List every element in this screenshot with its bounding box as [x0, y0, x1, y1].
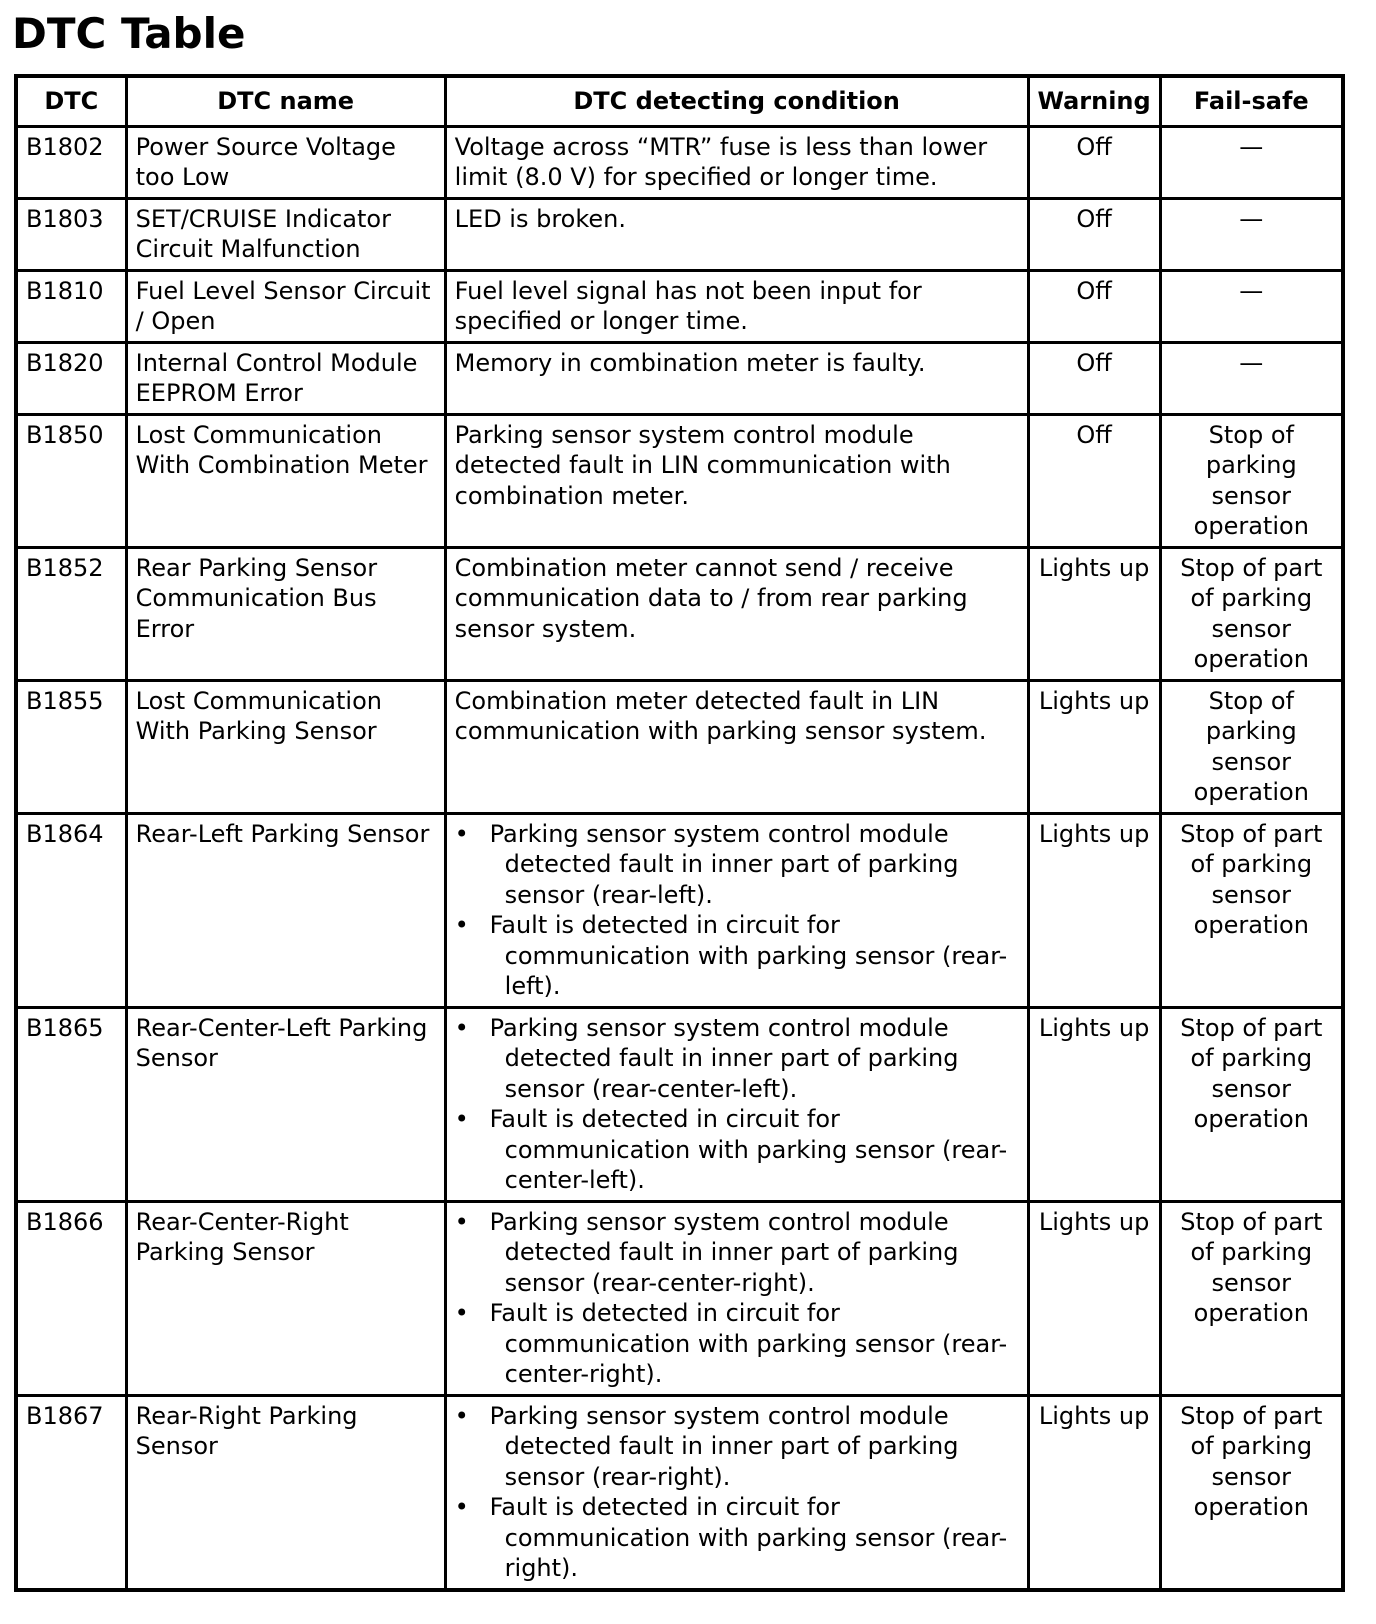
dtc-code: B1852	[16, 547, 126, 680]
detecting-condition	[445, 813, 1028, 1007]
dtc-code: B1820	[16, 342, 126, 414]
fail-safe-value: Stop of parking sensor operation	[1160, 414, 1343, 547]
warning-value: Off	[1028, 126, 1160, 198]
table-row	[16, 342, 1343, 414]
warning-value: Off	[1028, 198, 1160, 270]
warning-value: Lights up	[1028, 1007, 1160, 1201]
table-row	[16, 414, 1343, 547]
dtc-name: Lost Communication With Parking Sensor	[126, 680, 445, 813]
fail-safe-value: Stop of part of parking sensor operation	[1160, 813, 1343, 1007]
bullet-icon: •	[454, 1013, 469, 1042]
warning-value: Lights up	[1028, 1201, 1160, 1395]
warning-value: Lights up	[1028, 813, 1160, 1007]
dtc-name: Rear-Center-Left Parking Sensor	[126, 1007, 445, 1201]
header-dtc: DTC	[16, 76, 126, 126]
table-row	[16, 547, 1343, 680]
detecting-condition: LED is broken.	[445, 198, 1028, 270]
header-fail-safe: Fail-safe	[1160, 76, 1343, 126]
dtc-name: Rear-Right Parking Sensor	[126, 1395, 445, 1590]
header-detecting-condition: DTC detecting condition	[445, 76, 1028, 126]
list-item	[455, 1104, 1019, 1196]
table-row	[16, 198, 1343, 270]
condition-item-text: Parking sensor system control module detected fault in inner part of parking sensor (rear-left).	[489, 819, 959, 909]
fail-safe-value: Stop of part of parking sensor operation	[1160, 1395, 1343, 1590]
dtc-name: Power Source Voltage too Low	[126, 126, 445, 198]
bullet-icon: •	[454, 1299, 469, 1327]
fail-safe-value: Stop of parking sensor operation	[1160, 680, 1343, 813]
warning-value: Off	[1028, 270, 1160, 342]
detecting-condition: Memory in combination meter is faulty.	[445, 342, 1028, 414]
dtc-name: Rear-Left Parking Sensor	[126, 813, 445, 1007]
condition-list	[455, 1207, 1019, 1390]
header-row	[16, 76, 1343, 126]
dtc-code: B1865	[16, 1007, 126, 1201]
table-row	[16, 813, 1343, 1007]
warning-value: Lights up	[1028, 547, 1160, 680]
condition-item-text: Parking sensor system control module detected fault in inner part of parking sensor (rear-center-right).	[489, 1207, 959, 1297]
condition-item-text: Fault is detected in circuit for communication with parking sensor (rear-center-left).	[489, 1105, 1008, 1194]
table-row	[16, 126, 1343, 198]
detecting-condition: Voltage across “MTR” fuse is less than lower limit (8.0 V) for specified or longer time.	[445, 126, 1028, 198]
detecting-condition	[445, 1395, 1028, 1590]
dtc-code: B1850	[16, 414, 126, 547]
warning-value: Lights up	[1028, 1395, 1160, 1590]
header-dtc-name: DTC name	[126, 76, 445, 126]
bullet-icon: •	[454, 819, 469, 848]
dtc-name: Internal Control Module EEPROM Error	[126, 342, 445, 414]
list-item	[455, 1298, 1019, 1390]
dtc-code: B1810	[16, 270, 126, 342]
fail-safe-value: —	[1160, 126, 1343, 198]
detecting-condition: Combination meter detected fault in LIN communication with parking sensor system.	[445, 680, 1028, 813]
dtc-code: B1855	[16, 680, 126, 813]
list-item	[455, 819, 1019, 911]
fail-safe-value: —	[1160, 342, 1343, 414]
condition-list	[455, 1401, 1019, 1584]
detecting-condition	[445, 1201, 1028, 1395]
list-item	[455, 1401, 1019, 1493]
table-row	[16, 270, 1343, 342]
warning-value: Lights up	[1028, 680, 1160, 813]
dtc-table	[14, 74, 1345, 1592]
dtc-name: Lost Communication With Combination Meter	[126, 414, 445, 547]
list-item	[455, 1492, 1019, 1584]
condition-item-text: Parking sensor system control module detected fault in inner part of parking sensor (rear-right).	[489, 1401, 959, 1491]
list-item	[455, 910, 1019, 1002]
detecting-condition: Parking sensor system control module detected fault in LIN communication with combination meter.	[445, 414, 1028, 547]
fail-safe-value: Stop of part of parking sensor operation	[1160, 1007, 1343, 1201]
fail-safe-value: Stop of part of parking sensor operation	[1160, 547, 1343, 680]
table-row	[16, 1201, 1343, 1395]
dtc-code: B1802	[16, 126, 126, 198]
bullet-icon: •	[454, 1493, 469, 1521]
warning-value: Off	[1028, 342, 1160, 414]
warning-value: Off	[1028, 414, 1160, 547]
condition-item-text: Fault is detected in circuit for communication with parking sensor (rear-right).	[489, 1493, 1008, 1582]
bullet-icon: •	[454, 1401, 469, 1430]
dtc-name: SET/CRUISE Indicator Circuit Malfunction	[126, 198, 445, 270]
table-row	[16, 1395, 1343, 1590]
page-title: DTC Table	[12, 9, 246, 58]
dtc-name: Rear-Center-Right Parking Sensor	[126, 1201, 445, 1395]
condition-item-text: Fault is detected in circuit for communication with parking sensor (rear-center-right).	[489, 1299, 1008, 1388]
dtc-name: Fuel Level Sensor Circuit / Open	[126, 270, 445, 342]
bullet-icon: •	[454, 1207, 469, 1236]
dtc-code: B1867	[16, 1395, 126, 1590]
fail-safe-value: —	[1160, 198, 1343, 270]
detecting-condition: Combination meter cannot send / receive communication data to / from rear parking sensor system.	[445, 547, 1028, 680]
fail-safe-value: Stop of part of parking sensor operation	[1160, 1201, 1343, 1395]
dtc-code: B1864	[16, 813, 126, 1007]
bullet-icon: •	[454, 911, 469, 939]
table-row	[16, 1007, 1343, 1201]
dtc-code: B1866	[16, 1201, 126, 1395]
detecting-condition: Fuel level signal has not been input for specified or longer time.	[445, 270, 1028, 342]
list-item	[455, 1207, 1019, 1299]
condition-item-text: Fault is detected in circuit for communication with parking sensor (rear-left).	[489, 911, 1008, 1000]
dtc-code: B1803	[16, 198, 126, 270]
list-item	[455, 1013, 1019, 1105]
condition-item-text: Parking sensor system control module detected fault in inner part of parking sensor (rear-center-left).	[489, 1013, 959, 1103]
table-row	[16, 680, 1343, 813]
fail-safe-value: —	[1160, 270, 1343, 342]
condition-list	[455, 819, 1019, 1002]
condition-list	[455, 1013, 1019, 1196]
bullet-icon: •	[454, 1105, 469, 1133]
header-warning: Warning	[1028, 76, 1160, 126]
dtc-name: Rear Parking Sensor Communication Bus Error	[126, 547, 445, 680]
detecting-condition	[445, 1007, 1028, 1201]
